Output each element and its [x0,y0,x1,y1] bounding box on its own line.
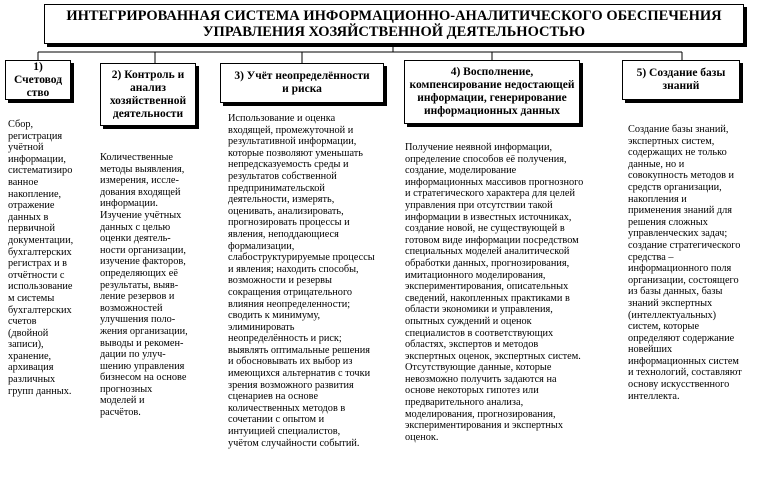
diagram-title [44,4,744,44]
header-information-compensation [404,60,580,124]
title-line-1: ИНТЕГРИРОВАННАЯ СИСТЕМА ИНФОРМАЦИОННО-АНАЛИТИЧЕСКОГО ОБЕСПЕЧЕНИЯ [66,8,722,24]
header-control-analysis [100,63,196,126]
text-accounting: Сбор, регистрация учётной информации, систематизиро ванное накопление, отражение данных в первичной документации, бухгалтерских регистрах и в отчётности с использование м системы бухгалтерских счетов (двойной записи), хранение, архивация различных групп данных. [8,119,74,397]
header-accounting-label: 1) Счетовод ство [13,60,63,99]
text-information-compensation: Получение неявной информации, определение способов её получения, создание, моделирование информационных массивов прогнозного и стратегического характера для целей управления при отсутствии такой информации в известных источниках, создание новой, не существующей в готовом виде информации посредством специальных моделей аналитической обработки данных, прогнозирования, имитационного моделирования, экспериментирования, описательных сведений, накопленных практиками в области экономики и управления, опытных суждений и оценок специалистов в соответствующих областях, экспертов и методов экспертных оценок, экспертных систем. Отсутствующие данные, которые невозможно получить задаются на основе некоторых гипотез или предварительного анализа, моделирования, прогнозирования, экспериментирования и экспертных оценок. [405,142,584,443]
header-accounting [5,60,71,100]
header-uncertainty-risk [220,63,384,103]
header-knowledge-base-label: 5) Создание базы знаний [636,67,726,92]
text-uncertainty-risk: Использование и оценка входящей, промежуточной и результативной информации, которые позволяют уменьшать непредсказуемость среды и результатов собственной предпринимательской деятельности, измерять, оценивать, анализировать, прогнозировать процессы и явления, неподдающиеся формализации, слабоструктурируемые процессы и явления; находить способы, возможности и резервы сокращения отрицательного влияния неопределенности; сводить к минимуму, элиминировать неопределённость и риск; выявлять оптимальные решения и обосновывать их выбор из имеющихся альтернатив с точки зрения возможного развития сценариев на основе количественных методов в сочетании с опытом и интуицией специалистов, учётом случайности событий. [228,113,375,449]
header-control-analysis-label: 2) Контроль и анализ хозяйственной деятельности [109,68,187,120]
header-uncertainty-risk-label: 3) Учёт неопределённости и риска [234,70,370,95]
text-control-analysis: Количественные методы выявления, измерения, иссле- дования входящей информации. Изучение учётных данных с целью оценки деятель- ности организации, изучение факторов, определяющих её результаты, выяв- ление резервов и возможностей улучшения поло- жения организации, выводы и рекомен- дации по улуч- шению управления бизнесом на основе прогнозных моделей и расчётов. [100,152,188,419]
header-information-compensation-label: 4) Восполнение, компенсирование недостающей информации, генерирование информационных данных [409,66,575,117]
title-line-2: УПРАВЛЕНИЯ ХОЗЯЙСТВЕННОЙ ДЕЯТЕЛЬНОСТЬЮ [202,24,586,40]
text-knowledge-base: Создание базы знаний, экспертных систем, содержащих не только данные, но и совокупность методов и средств организации, накопления и применения знаний для решения сложных управленческих задач; создание стратегического средства – информационного поля организации, состоящего из базы данных, базы знаний экспертных (интеллектуальных) систем, которые определяют содержание новейших информационных систем и технологий, составляют основу искусственного интеллекта. [628,124,742,402]
header-knowledge-base [622,60,740,100]
